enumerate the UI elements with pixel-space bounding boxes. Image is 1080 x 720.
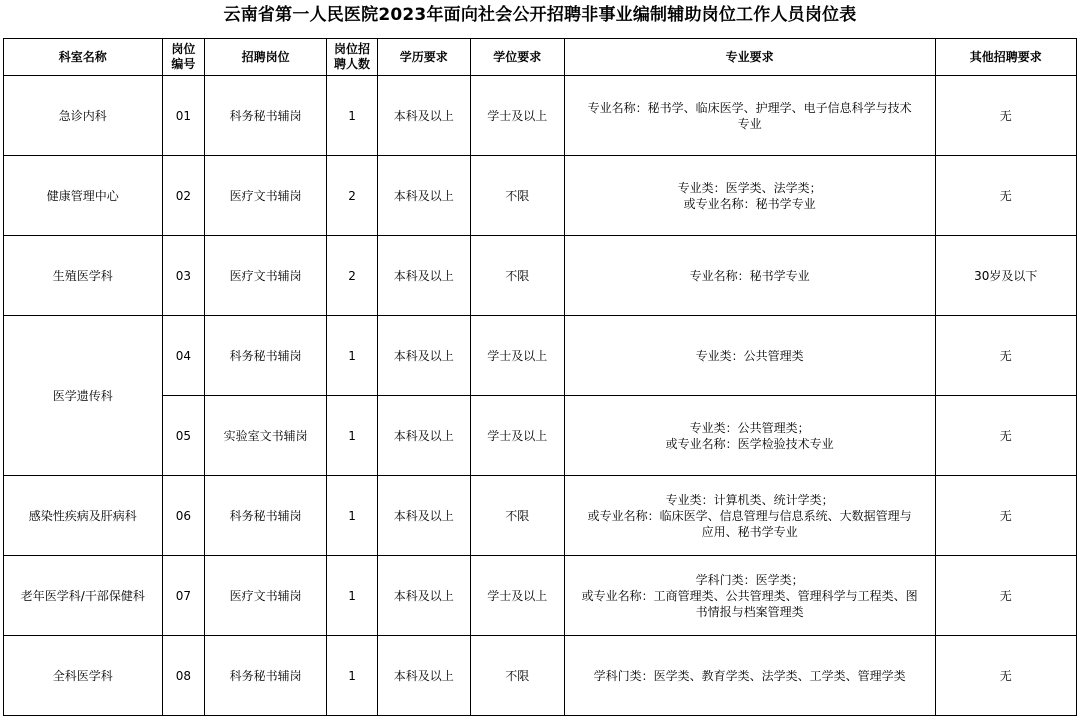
cell-other: 无 — [935, 316, 1077, 396]
header-education: 学历要求 — [377, 39, 470, 76]
cell-major — [564, 636, 935, 716]
cell-other: 30岁及以下 — [935, 236, 1077, 316]
cell-code: 01 — [162, 76, 204, 156]
cell-major — [564, 316, 935, 396]
major-line: 专业名称：秘书学、临床医学、护理学、电子信息科学与技术 — [587, 100, 912, 115]
major-line: 应用、秘书学专业 — [701, 524, 798, 539]
cell-count: 1 — [327, 636, 378, 716]
header-major: 专业要求 — [564, 39, 935, 76]
cell-education: 本科及以上 — [377, 556, 470, 636]
header-dept: 科室名称 — [4, 39, 163, 76]
cell-education: 本科及以上 — [377, 476, 470, 556]
table-row — [4, 396, 1077, 476]
document-title: 云南省第一人民医院2023年面向社会公开招聘非事业编制辅助岗位工作人员岗位表 — [223, 5, 857, 25]
cell-education: 本科及以上 — [377, 236, 470, 316]
header-code-line1: 岗位 — [171, 42, 196, 56]
cell-code: 07 — [162, 556, 204, 636]
cell-other: 无 — [935, 76, 1077, 156]
header-other: 其他招聘要求 — [935, 39, 1077, 76]
table-row — [4, 476, 1077, 556]
major-line: 专业 — [737, 116, 762, 131]
cell-dept: 医学遗传科 — [4, 316, 163, 476]
cell-count: 1 — [327, 316, 378, 396]
cell-education: 本科及以上 — [377, 636, 470, 716]
major-line: 学科门类：医学类； — [695, 572, 804, 587]
cell-dept: 感染性疾病及肝病科 — [4, 476, 163, 556]
cell-major — [564, 556, 935, 636]
table-header-row — [4, 39, 1077, 76]
table-row — [4, 636, 1077, 716]
cell-dept: 急诊内科 — [4, 76, 163, 156]
cell-degree: 不限 — [470, 236, 564, 316]
cell-post: 医疗文书辅岗 — [205, 236, 327, 316]
cell-code: 06 — [162, 476, 204, 556]
cell-education: 本科及以上 — [377, 316, 470, 396]
cell-post: 科务秘书辅岗 — [205, 636, 327, 716]
cell-post: 医疗文书辅岗 — [205, 156, 327, 236]
cell-education: 本科及以上 — [377, 76, 470, 156]
major-line: 或专业名称：医学检验技术专业 — [665, 436, 834, 451]
cell-degree: 不限 — [470, 476, 564, 556]
cell-count: 1 — [327, 556, 378, 636]
cell-degree: 学士及以上 — [470, 396, 564, 476]
positions-table — [3, 38, 1077, 716]
cell-other: 无 — [935, 476, 1077, 556]
cell-other: 无 — [935, 396, 1077, 476]
table-row — [4, 156, 1077, 236]
cell-education: 本科及以上 — [377, 396, 470, 476]
major-line: 专业类：计算机类、统计学类； — [665, 492, 834, 507]
cell-post: 科务秘书辅岗 — [205, 76, 327, 156]
table-row — [4, 556, 1077, 636]
cell-degree: 不限 — [470, 156, 564, 236]
table-row — [4, 76, 1077, 156]
major-line: 或专业名称：临床医学、信息管理与信息系统、大数据管理与 — [587, 508, 912, 523]
cell-degree: 学士及以上 — [470, 316, 564, 396]
cell-major — [564, 156, 935, 236]
cell-education: 本科及以上 — [377, 156, 470, 236]
cell-count: 1 — [327, 76, 378, 156]
header-post: 招聘岗位 — [205, 39, 327, 76]
cell-dept: 全科医学科 — [4, 636, 163, 716]
cell-major — [564, 396, 935, 476]
cell-degree: 学士及以上 — [470, 556, 564, 636]
major-line: 书情报与档案管理类 — [695, 604, 804, 619]
cell-code: 02 — [162, 156, 204, 236]
cell-other: 无 — [935, 636, 1077, 716]
cell-degree: 不限 — [470, 636, 564, 716]
header-degree: 学位要求 — [470, 39, 564, 76]
header-count — [327, 39, 378, 76]
header-count-line1: 岗位招 — [334, 42, 371, 56]
cell-code: 03 — [162, 236, 204, 316]
cell-post: 医疗文书辅岗 — [205, 556, 327, 636]
cell-other: 无 — [935, 556, 1077, 636]
table-row — [4, 316, 1077, 396]
header-count-line2: 聘人数 — [334, 57, 371, 71]
major-line: 或专业名称：秘书学专业 — [683, 196, 816, 211]
header-code-line2: 编号 — [171, 57, 196, 71]
cell-major — [564, 236, 935, 316]
cell-count: 2 — [327, 236, 378, 316]
cell-post: 科务秘书辅岗 — [205, 476, 327, 556]
cell-count: 1 — [327, 396, 378, 476]
header-code — [162, 39, 204, 76]
cell-dept: 生殖医学科 — [4, 236, 163, 316]
cell-code: 08 — [162, 636, 204, 716]
major-line: 学科门类：医学类、教育学类、法学类、工学类、管理学类 — [593, 668, 906, 683]
major-line: 专业类：公共管理类 — [695, 348, 804, 363]
major-line: 专业类：医学类、法学类； — [677, 180, 822, 195]
major-line: 专业类：公共管理类； — [689, 420, 810, 435]
cell-code: 04 — [162, 316, 204, 396]
cell-degree: 学士及以上 — [470, 76, 564, 156]
cell-code: 05 — [162, 396, 204, 476]
cell-other: 无 — [935, 156, 1077, 236]
cell-dept: 健康管理中心 — [4, 156, 163, 236]
cell-post: 实验室文书辅岗 — [205, 396, 327, 476]
cell-count: 2 — [327, 156, 378, 236]
cell-major — [564, 76, 935, 156]
cell-count: 1 — [327, 476, 378, 556]
major-line: 专业名称：秘书学专业 — [689, 268, 810, 283]
cell-post: 科务秘书辅岗 — [205, 316, 327, 396]
major-line: 或专业名称：工商管理类、公共管理类、管理科学与工程类、图 — [581, 588, 918, 603]
cell-dept: 老年医学科/干部保健科 — [4, 556, 163, 636]
table-row — [4, 236, 1077, 316]
cell-major — [564, 476, 935, 556]
